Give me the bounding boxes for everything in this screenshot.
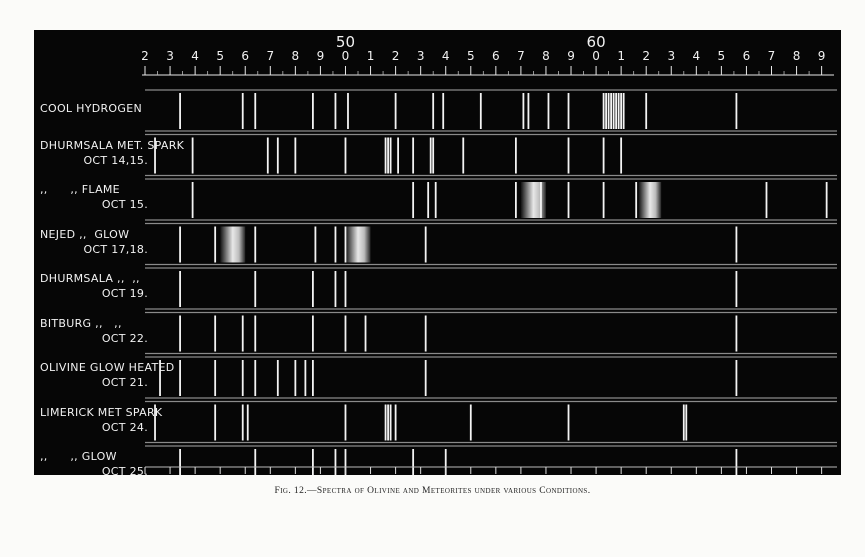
scale-tick-label: 6 bbox=[241, 49, 250, 63]
row-label bbox=[40, 451, 148, 478]
row-label bbox=[40, 184, 148, 211]
row-label-title: DHURMSALA MET. SPARK bbox=[40, 138, 185, 152]
scale-major-label: 60 bbox=[586, 33, 606, 51]
bottom-scale-ticks bbox=[145, 467, 837, 474]
scale-tick-label: 8 bbox=[542, 49, 550, 63]
scale-tick-label: 5 bbox=[216, 49, 225, 63]
row-label-date: OCT 14,15. bbox=[83, 153, 148, 167]
row-label-title: LIMERICK MET SPARK bbox=[40, 405, 163, 419]
scale-major-label: 50 bbox=[335, 33, 356, 51]
scale-tick-label: 0 bbox=[592, 49, 600, 63]
scale-tick-label: 6 bbox=[742, 49, 751, 63]
scale-tick-label: 2 bbox=[141, 49, 149, 63]
scale-tick-label: 3 bbox=[416, 49, 425, 63]
row-label bbox=[40, 229, 148, 256]
scale-tick-label: 9 bbox=[817, 49, 826, 63]
scale-tick-label: 5 bbox=[466, 49, 475, 63]
row-label-date: OCT 21. bbox=[101, 376, 148, 389]
row-label bbox=[40, 407, 162, 434]
scale-tick-label: 7 bbox=[767, 49, 776, 63]
scale-tick-label: 9 bbox=[567, 49, 575, 63]
scale-tick-label: 7 bbox=[266, 49, 275, 63]
row-label-title: COOL HYDROGEN bbox=[40, 102, 142, 115]
row-label-title: OLIVINE GLOW HEATED bbox=[40, 361, 175, 374]
scale-tick-label: 4 bbox=[692, 49, 701, 63]
emission-band bbox=[220, 227, 245, 263]
emission-band bbox=[639, 182, 662, 218]
scale-tick-label: 7 bbox=[517, 49, 525, 63]
row-label-title: DHURMSALA ,, ,, bbox=[40, 272, 140, 285]
scale-tick-label: 3 bbox=[166, 49, 174, 63]
row-label-date: OCT 25. bbox=[101, 465, 148, 478]
row-label-date: OCT 15. bbox=[101, 198, 148, 211]
row-label-title: NEJED ,, GLOW bbox=[40, 227, 130, 241]
scale-tick-label: 6 bbox=[492, 49, 500, 63]
row-label bbox=[40, 318, 148, 345]
spectra-plate bbox=[34, 30, 841, 478]
figure-caption: Fig. 12.—Spectra of Olivine and Meteorites under various Conditions. bbox=[274, 486, 591, 496]
scale-tick-label: 8 bbox=[291, 49, 300, 63]
emission-band bbox=[521, 182, 546, 218]
row-label-title: ,, ,, FLAME bbox=[40, 183, 120, 196]
scale-tick-label: 8 bbox=[792, 49, 801, 63]
scale-tick-label: 9 bbox=[316, 49, 325, 63]
scale-tick-label: 0 bbox=[341, 49, 350, 63]
row-label bbox=[40, 362, 175, 389]
row-label bbox=[40, 103, 142, 115]
row-label-date: OCT 19. bbox=[101, 287, 148, 300]
scale-tick-label: 4 bbox=[191, 49, 199, 63]
row-label bbox=[40, 140, 184, 167]
scale-tick-label: 2 bbox=[642, 49, 651, 63]
row-label-date: OCT 24. bbox=[101, 420, 148, 434]
row-label-date: OCT 17,18. bbox=[83, 242, 148, 256]
row-label-title: ,, ,, GLOW bbox=[40, 450, 117, 463]
scale-tick-label: 2 bbox=[391, 49, 400, 63]
scale-tick-label: 5 bbox=[717, 49, 726, 63]
row-label-date: OCT 22. bbox=[101, 331, 148, 345]
scale-tick-label: 1 bbox=[617, 49, 625, 63]
spectrum-rows bbox=[145, 90, 837, 475]
row-label bbox=[40, 273, 148, 300]
wavelength-scale bbox=[141, 33, 834, 75]
scale-tick-label: 1 bbox=[366, 49, 375, 63]
emission-band bbox=[345, 227, 370, 263]
row-label-title: BITBURG ,, ,, bbox=[40, 316, 122, 330]
scale-tick-label: 3 bbox=[667, 49, 676, 63]
scale-tick-label: 4 bbox=[441, 49, 450, 63]
